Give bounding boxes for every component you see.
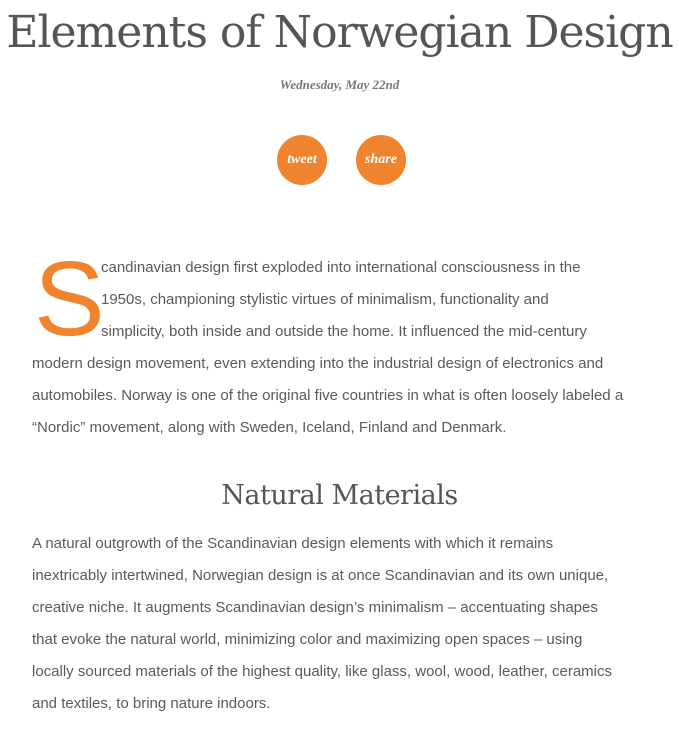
article-date: Wednesday, May 22nd xyxy=(279,77,400,92)
intro-line: modern design movement, even extending into the industrial design of electronics and xyxy=(32,355,604,372)
intro-line: “Nordic” movement, along with Sweden, Iceland, Finland and Denmark. xyxy=(32,419,507,436)
share-button[interactable] xyxy=(356,135,406,185)
dropcap-letter: S xyxy=(34,240,105,358)
intro-line: automobiles. Norway is one of the original five countries in what is often loosely labeled a xyxy=(32,387,624,404)
share-button-label: share xyxy=(365,152,397,167)
intro-line: simplicity, both inside and outside the home. It influenced the mid-century xyxy=(101,323,587,340)
section-line: and textiles, to bring nature indoors. xyxy=(32,695,271,712)
section-line: locally sourced materials of the highest quality, like glass, wool, wood, leather, ceramics xyxy=(32,663,612,680)
section-line: that evoke the natural world, minimizing color and maximizing open spaces – using xyxy=(32,631,583,648)
section-heading: Natural Materials xyxy=(221,480,458,511)
article-title: Elements of Norwegian Design xyxy=(6,7,673,58)
tweet-button[interactable] xyxy=(277,135,327,185)
intro-line: candinavian design first exploded into international consciousness in the xyxy=(101,259,581,276)
section-line: A natural outgrowth of the Scandinavian design elements with which it remains xyxy=(32,535,554,552)
section-line: creative niche. It augments Scandinavian design’s minimalism – accentuating shapes xyxy=(32,599,598,616)
section-line: inextricably intertwined, Norwegian design is at once Scandinavian and its own unique, xyxy=(32,567,609,584)
intro-line: 1950s, championing stylistic virtues of minimalism, functionality and xyxy=(101,291,549,308)
tweet-button-label: tweet xyxy=(287,152,317,167)
